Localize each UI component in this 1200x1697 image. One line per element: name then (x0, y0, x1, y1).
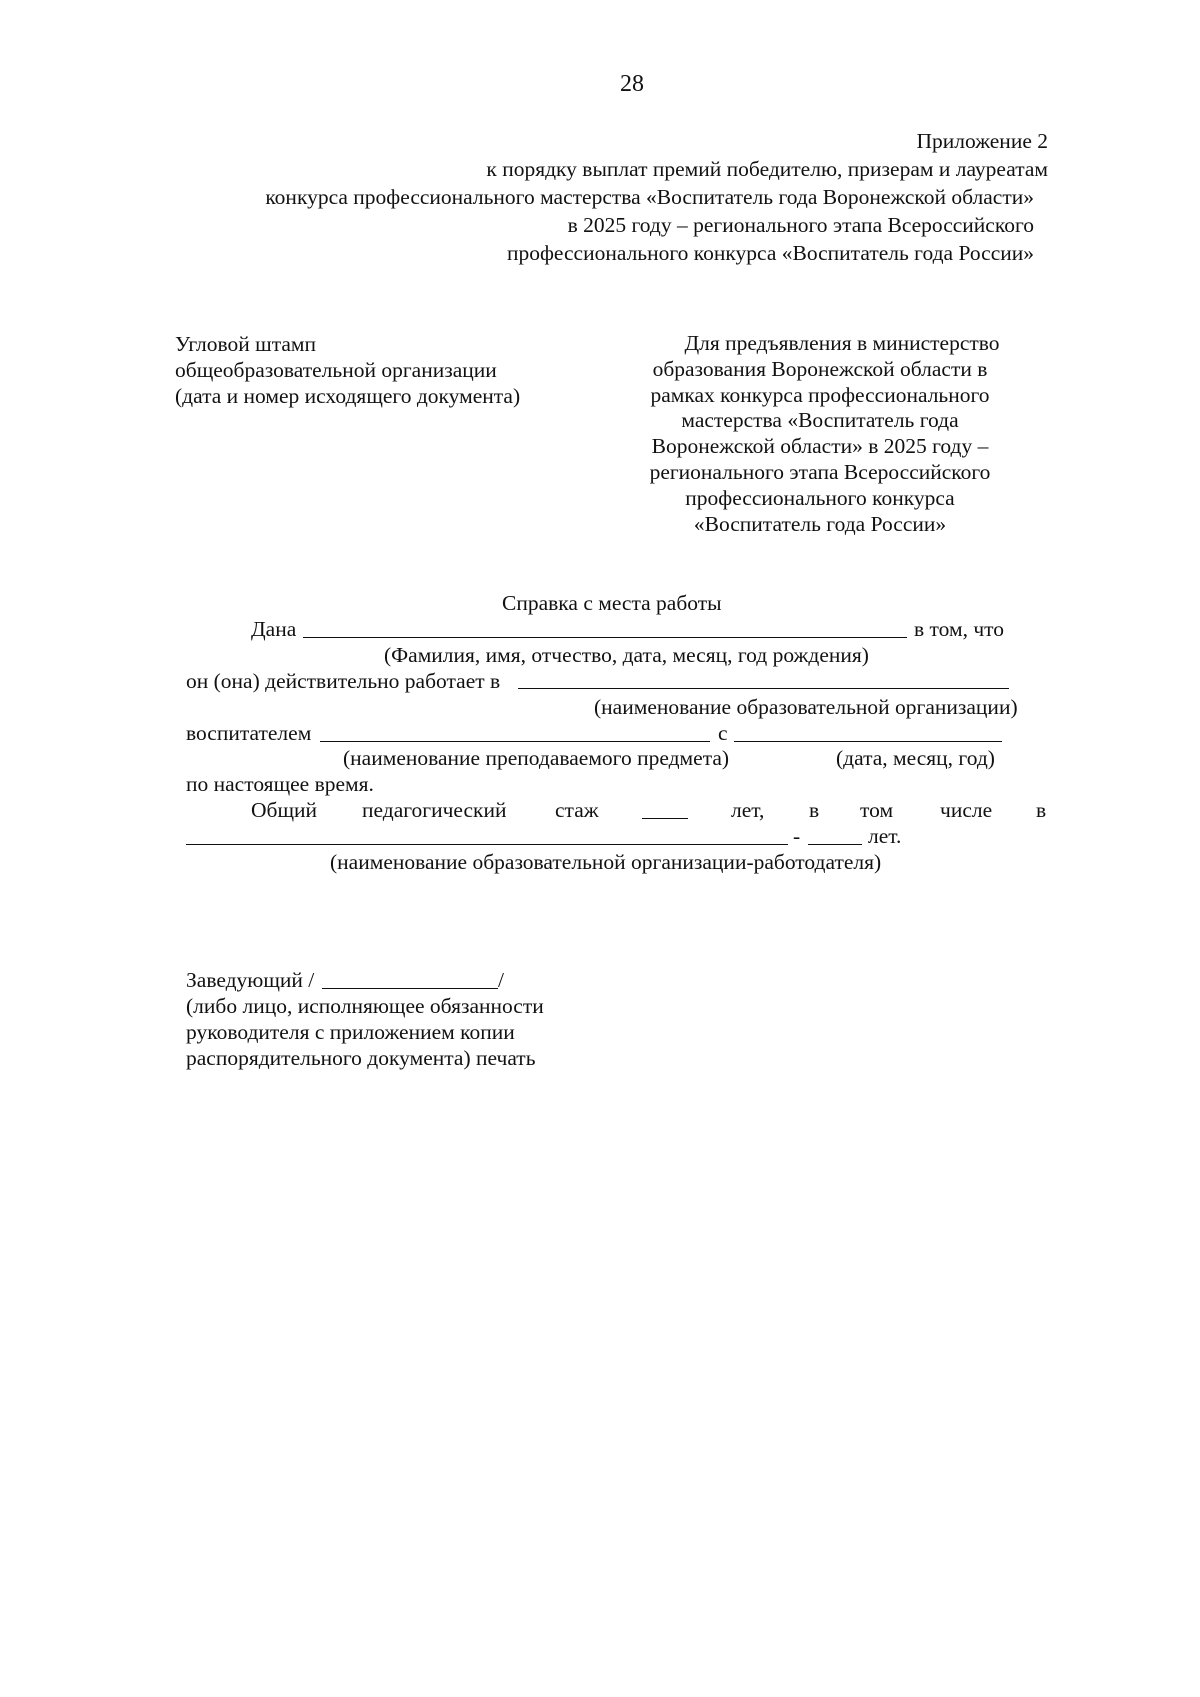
recipient-line: образования Воронежской области в (652, 356, 988, 381)
employer-field-line[interactable] (186, 844, 788, 845)
stamp-block (175, 331, 520, 409)
recipient-block (630, 331, 1010, 537)
recipient-line: регионального этапа Всероссийского (649, 459, 991, 484)
given-field-line[interactable] (303, 637, 907, 638)
works-label: он (она) действительно работает в (186, 669, 501, 693)
dash: - (793, 824, 801, 848)
experience-word: стаж (555, 798, 599, 822)
signature-note (186, 993, 544, 1071)
appendix-line: профессионального конкурса «Воспитатель года России» (506, 241, 1034, 265)
head-label: Заведующий / (186, 968, 315, 992)
signature-note-line: руководителя с приложением копии (186, 1020, 515, 1044)
subject-field-line[interactable] (320, 741, 710, 742)
appendix-line: к порядку выплат премий победителю, призерам и лауреатам (486, 157, 1048, 181)
recipient-line: Для предъявления в министерство (684, 331, 1000, 355)
recipient-line: «Воспитатель года России» (693, 511, 947, 536)
recipient-line: рамках конкурса профессионального (650, 382, 990, 407)
appendix-title: Приложение 2 (916, 129, 1048, 153)
subject-hint: (наименование преподаваемого предмета) (343, 746, 730, 770)
present-label: по настоящее время. (186, 772, 374, 796)
given-label: Дана (251, 617, 297, 641)
experience-word: педагогический (362, 798, 507, 822)
date-field-line[interactable] (734, 741, 1002, 742)
experience-years-field-line[interactable] (642, 818, 688, 819)
stamp-line: Угловой штамп (175, 332, 317, 356)
appendix-header (265, 127, 1048, 267)
given-suffix: в том, что (914, 617, 1005, 641)
recipient-line: мастерства «Воспитатель года (681, 408, 959, 433)
experience-word: в (1036, 798, 1047, 822)
date-hint: (дата, месяц, год) (836, 746, 995, 770)
stamp-line: (дата и номер исходящего документа) (175, 384, 521, 408)
given-hint: (Фамилия, имя, отчество, дата, месяц, год рождения) (384, 643, 869, 667)
educator-label: воспитателем (186, 721, 312, 745)
signature-note-line: распорядительного документа) печать (186, 1046, 536, 1070)
experience-word: Общий (251, 798, 318, 822)
appendix-line: в 2025 году – регионального этапа Всероссийского (567, 213, 1034, 237)
employer-years-field-line[interactable] (808, 844, 862, 845)
experience-word: том (860, 798, 894, 822)
since-label: с (718, 721, 728, 745)
signature-field-line[interactable] (322, 988, 498, 989)
signature-note-line: (либо лицо, исполняющее обязанности (186, 994, 544, 1018)
recipient-line: профессионального конкурса (685, 485, 955, 510)
stamp-line: общеобразовательной организации (175, 358, 497, 382)
employer-hint: (наименование образовательной организации-работодателя) (330, 850, 882, 874)
signature-slash: / (498, 968, 504, 992)
works-hint: (наименование образовательной организации) (594, 695, 1018, 719)
experience-word: лет, (731, 798, 765, 822)
experience-word: в (809, 798, 820, 822)
years-label: лет. (868, 824, 902, 848)
experience-word: числе (940, 798, 993, 822)
form-title: Справка с места работы (502, 591, 722, 615)
recipient-line: Воронежской области» в 2025 году – (651, 434, 989, 459)
page-number: 28 (620, 71, 644, 97)
works-field-line[interactable] (518, 688, 1009, 689)
appendix-line: конкурса профессионального мастерства «Воспитатель года Воронежской области» (265, 185, 1034, 209)
